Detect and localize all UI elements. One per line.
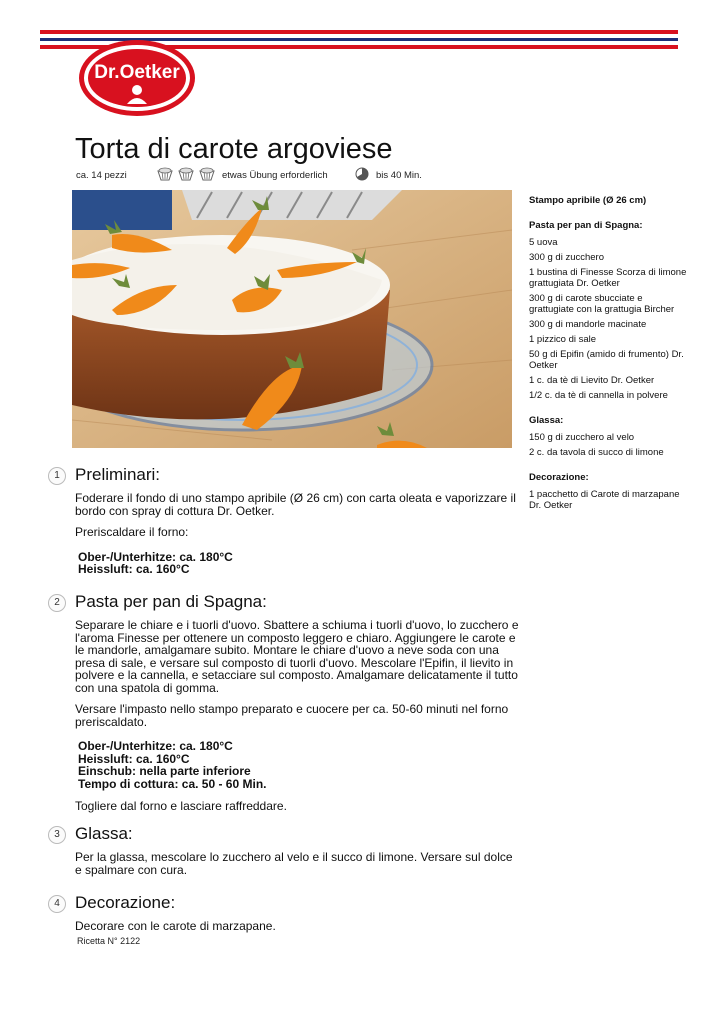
- ingredient-group-heading: Glassa:: [529, 415, 564, 426]
- ingredients-panel: [529, 195, 689, 515]
- time-label: bis 40 Min.: [376, 170, 422, 181]
- oven-setting: Heissluft: ca. 160°C: [78, 562, 190, 576]
- ingredient-item: 1 c. da tè di Lievito Dr. Oetker: [529, 375, 655, 386]
- difficulty-label: etwas Übung erforderlich: [222, 170, 328, 181]
- ingredient-item: 300 g di carote sbucciate e grattugiate con la grattugia Bircher: [529, 293, 675, 315]
- step-text: Togliere dal forno e lasciare raffreddare.: [75, 799, 287, 813]
- step-heading: Preliminari:: [75, 465, 161, 484]
- red-stripe: [40, 30, 678, 34]
- step-number: 1: [48, 467, 66, 485]
- recipe-title: Torta di carote argoviese: [75, 133, 393, 165]
- dr-oetker-logo: [78, 38, 196, 118]
- ingredient-group-heading: Pasta per pan di Spagna:: [529, 220, 643, 231]
- ingredient-item: 1 pizzico di sale: [529, 334, 597, 345]
- ingredient-item: 150 g di zucchero al velo: [529, 432, 635, 443]
- ingredient-item: 1 bustina di Finesse Scorza di limone grattugiata Dr. Oetker: [529, 267, 687, 289]
- ingredient-group-heading: Decorazione:: [529, 472, 589, 483]
- oven-setting: Heissluft: ca. 160°C: [78, 751, 190, 766]
- step-number: 4: [48, 895, 66, 913]
- oven-setting: Einschub: nella parte inferiore: [78, 764, 251, 778]
- oven-setting: Ober-/Unterhitze: ca. 180°C: [78, 739, 233, 753]
- step-text: Per la glassa, mescolare lo zucchero al velo e il succo di limone. Versare sul dolce e spalmare con cura.: [75, 850, 513, 877]
- ingredient-item: 1/2 c. da tè di cannella in polvere: [529, 390, 668, 401]
- recipe-number: Ricetta N° 2122: [77, 936, 141, 946]
- logo-text: Dr.Oetker: [94, 62, 180, 83]
- ingredient-item: 300 g di zucchero: [529, 252, 604, 263]
- step-number: 3: [48, 826, 66, 844]
- ingredient-item: 50 g di Epifin (amido di frumento) Dr. Oetker: [529, 349, 684, 371]
- step-text: Separare le chiare e i tuorli d'uovo. Sbattere a schiuma i tuorli d'uovo, lo zucchero e l'aroma Finesse per ottenere un composto leggero e chiaro. Aggiungere le carote e le mandorle, amalgamare subito. Montare le chiare d'uovo a neve soda con una presa di sale, e versare sul composto di tuorli d'uovo. Mescolare l'Epifin, il lievito in polvere e la cannella, e setacciare sul composto. Amalgamare delicatamente il tutto con una spatola di gomma.: [75, 618, 519, 695]
- step-number: 2: [48, 594, 66, 612]
- ingredient-item: 5 uova: [529, 237, 558, 248]
- step-text: Foderare il fondo di uno stampo apribile (Ø 26 cm) con carta oleata e vaporizzare il bordo con spray di cottura Dr. Oetker.: [75, 491, 516, 518]
- step-text: Versare l'impasto nello stampo preparato e cuocere per ca. 50-60 minuti nel forno preriscaldato.: [75, 702, 509, 729]
- clock-icon: [355, 167, 369, 181]
- step-heading: Glassa:: [75, 824, 133, 843]
- pan-label: Stampo apribile (Ø 26 cm): [529, 195, 647, 206]
- ingredient-item: 300 g di mandorle macinate: [529, 319, 647, 330]
- carrot-cake-photo: [72, 190, 512, 448]
- oven-setting: Ober-/Unterhitze: ca. 180°C: [78, 549, 233, 564]
- pieces-count: ca. 14 pezzi: [76, 170, 127, 181]
- ingredient-item: 2 c. da tavola di succo di limone: [529, 447, 664, 458]
- difficulty-icon: [156, 167, 218, 181]
- step-text: Preriscaldare il forno:: [75, 525, 189, 539]
- ingredient-item: 1 pacchetto di Carote di marzapane Dr. Oetker: [529, 489, 680, 511]
- oven-setting: Tempo di cottura: ca. 50 - 60 Min.: [78, 776, 267, 791]
- step-text: Decorare con le carote di marzapane.: [75, 919, 276, 933]
- step-heading: Decorazione:: [75, 893, 176, 912]
- step-heading: Pasta per pan di Spagna:: [75, 592, 267, 611]
